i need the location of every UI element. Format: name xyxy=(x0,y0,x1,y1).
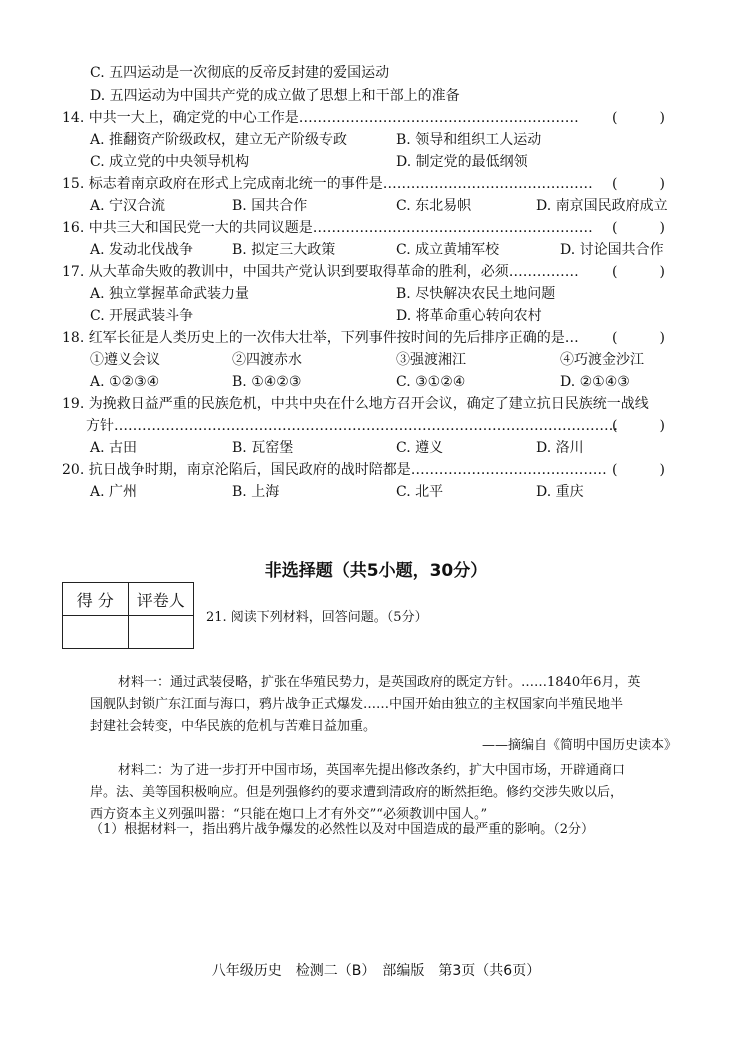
q19-option-c: C. 遵义 xyxy=(396,440,444,456)
material-2 xyxy=(90,760,670,826)
material-2-line: 材料二：为了进一步打开中国市场，英国率先提出修改条约，扩大中国市场，开辟通商口 xyxy=(118,763,626,778)
section-title: 非选择题（共5小题，30分） xyxy=(264,561,488,581)
answer-paren-19: ( ) xyxy=(612,418,665,434)
question-16-stem: 16. 中共三大和国民党一大的共同议题是…………………………………………………… xyxy=(62,220,593,236)
q15-option-a: A. 宁汉合流 xyxy=(90,198,166,214)
question-20-stem: 20. 抗日战争时期，南京沦陷后，国民政府的战时陪都是…………………………………… xyxy=(62,462,607,478)
q15-option-d: D. 南京国民政府成立 xyxy=(536,198,668,214)
question-19-stem-cont: 方针……………………………………………………………………………………………… xyxy=(86,418,618,434)
question-14-stem: 14. 中共一大上，确定党的中心工作是…………………………………………………… xyxy=(62,110,579,126)
grader-cell[interactable] xyxy=(128,616,194,649)
answer-paren-20: ( ) xyxy=(612,462,665,478)
score-cell[interactable] xyxy=(63,616,129,649)
score-table xyxy=(62,582,194,649)
q18-option-d: D. ②①④③ xyxy=(560,374,630,390)
q20-option-c: C. 北平 xyxy=(396,484,444,500)
material-1-line: 材料一：通过武装侵略，扩张在华殖民势力，是英国政府的既定方针。……1840年6月，英 xyxy=(118,675,641,690)
q18-option-b: B. ①④②③ xyxy=(232,374,302,390)
q20-option-a: A. 广州 xyxy=(90,484,138,500)
question-21-stem: 21. 阅读下列材料，回答问题。（5分） xyxy=(206,610,428,625)
q18-option-c: C. ③①②④ xyxy=(396,374,466,390)
q16-option-b: B. 拟定三大政策 xyxy=(232,242,336,258)
question-17-stem: 17. 从大革命失败的教训中，中国共产党认识到要取得革命的胜利，必须…………… xyxy=(62,264,579,280)
q14-option-c: C. 成立党的中央领导机构 xyxy=(90,154,250,170)
prev-option-d: D. 五四运动为中国共产党的成立做了思想上和干部上的准备 xyxy=(90,88,460,104)
question-15-stem: 15. 标志着南京政府在形式上完成南北统一的事件是……………………………………… xyxy=(62,176,593,192)
q17-option-c: C. 开展武装斗争 xyxy=(90,308,194,324)
material-1 xyxy=(90,672,670,738)
material-source: ——摘编自《简明中国历史读本》 xyxy=(482,738,678,753)
q18-event-3: ③强渡湘江 xyxy=(396,352,466,368)
q14-option-d: D. 制定党的最低纲领 xyxy=(396,154,528,170)
q19-option-d: D. 洛川 xyxy=(536,440,584,456)
answer-paren-18: ( ) xyxy=(612,330,665,346)
page-footer: 八年级历史 检测二（B） 部编版 第3页（共6页） xyxy=(211,963,541,979)
q17-option-a: A. 独立掌握革命武装力量 xyxy=(90,286,250,302)
q19-option-a: A. 古田 xyxy=(90,440,138,456)
q17-option-d: D. 将革命重心转向农村 xyxy=(396,308,542,324)
q16-option-d: D. 讨论国共合作 xyxy=(560,242,664,258)
answer-paren-15: ( ) xyxy=(612,176,665,192)
question-19-stem: 19. 为挽救日益严重的民族危机，中共中央在什么地方召开会议，确定了建立抗日民族统一战线 xyxy=(62,396,649,412)
grader-header: 评卷人 xyxy=(128,583,194,616)
q14-option-a: A. 推翻资产阶级政权，建立无产阶级专政 xyxy=(90,132,348,148)
q18-event-1: ①遵义会议 xyxy=(90,352,160,368)
material-2-line: 西方资本主义列强叫嚣：“只能在炮口上才有外交”“必须教训中国人。” xyxy=(90,807,488,822)
q18-event-4: ④巧渡金沙江 xyxy=(560,352,644,368)
material-1-line: 封建社会转变，中华民族的危机与苦难日益加重。 xyxy=(90,719,377,734)
q15-option-b: B. 国共合作 xyxy=(232,198,308,214)
q18-option-a: A. ①②③④ xyxy=(90,374,160,390)
material-1-line: 国舰队封锁广东江面与海口，鸦片战争正式爆发……中国开始由独立的主权国家向半殖民地半 xyxy=(90,697,624,712)
question-18-stem: 18. 红军长征是人类历史上的一次伟大壮举，下列事件按时间的先后排序正确的是… xyxy=(62,330,579,346)
q16-option-c: C. 成立黄埔军校 xyxy=(396,242,500,258)
answer-paren-17: ( ) xyxy=(612,264,665,280)
q16-option-a: A. 发动北伐战争 xyxy=(90,242,194,258)
score-header: 得 分 xyxy=(63,583,129,616)
prev-option-c: C. 五四运动是一次彻底的反帝反封建的爱国运动 xyxy=(90,65,390,81)
q15-option-c: C. 东北易帜 xyxy=(396,198,472,214)
sub-question-1: （1）根据材料一，指出鸦片战争爆发的必然性以及对中国造成的最严重的影响。（2分） xyxy=(90,822,595,837)
answer-paren-16: ( ) xyxy=(612,220,665,236)
q14-option-b: B. 领导和组织工人运动 xyxy=(396,132,542,148)
answer-paren-14: ( ) xyxy=(612,110,665,126)
q18-event-2: ②四渡赤水 xyxy=(232,352,302,368)
q20-option-b: B. 上海 xyxy=(232,484,280,500)
material-2-line: 岸。法、美等国积极响应。但是列强修约的要求遭到清政府的断然拒绝。修约交涉失败以后， xyxy=(90,785,624,800)
q20-option-d: D. 重庆 xyxy=(536,484,584,500)
q17-option-b: B. 尽快解决农民土地问题 xyxy=(396,286,556,302)
q19-option-b: B. 瓦窑堡 xyxy=(232,440,294,456)
